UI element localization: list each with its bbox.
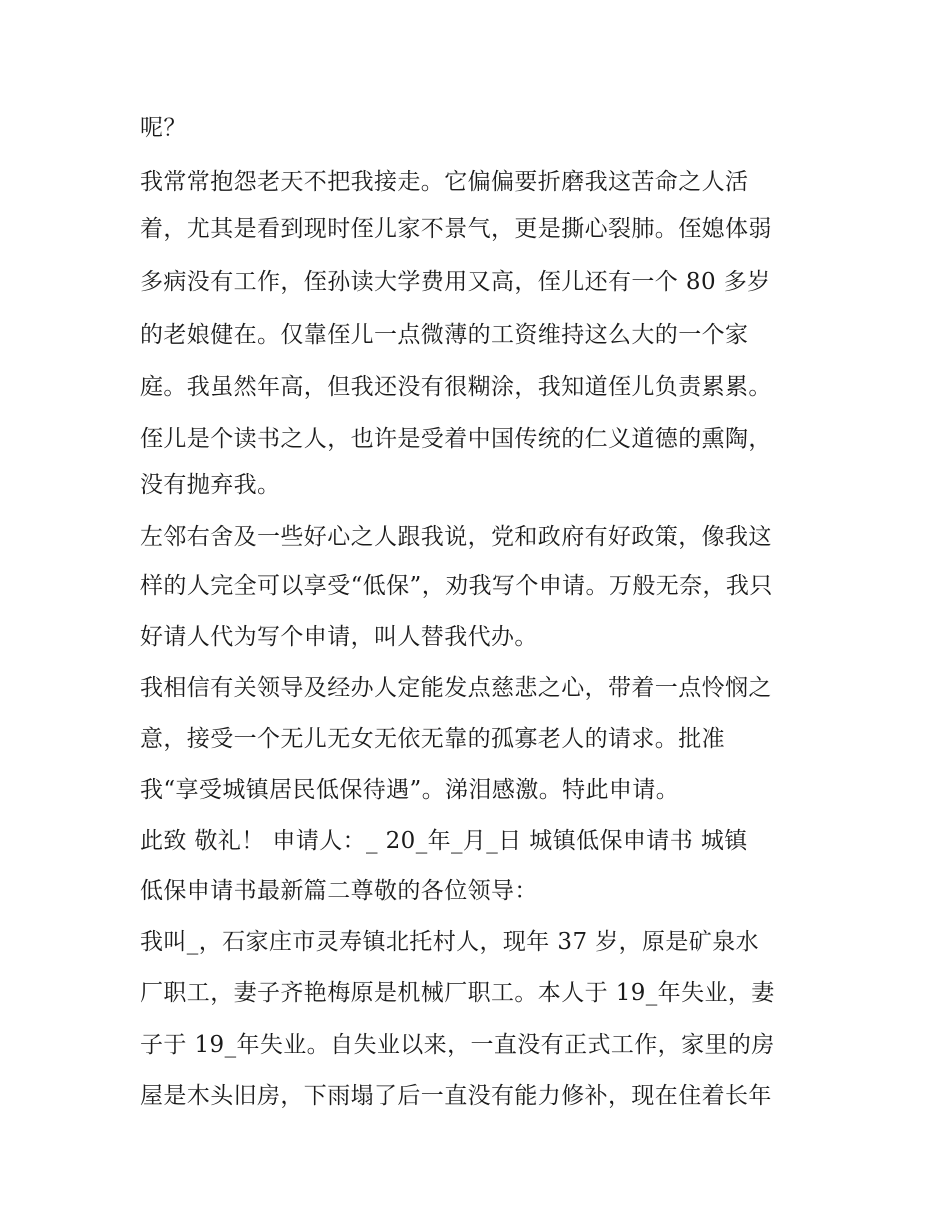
text-line: 侄儿是个读书之人，也许是受着中国传统的仁义道德的熏陶， <box>140 426 772 452</box>
text-line: 我“享受城镇居民低保待遇”。涕泪感激。特此申请。 <box>140 777 680 803</box>
text-line: 样的人完全可以享受“低保”，劝我写个申请。万般无奈，我只 <box>140 573 773 599</box>
text-line: 子于 19_年失业。自失业以来，一直没有正式工作，家里的房 <box>140 1032 775 1058</box>
text-line: 屋是木头旧房，下雨塌了后一直没有能力修补，现在住着长年 <box>140 1083 772 1109</box>
text-line: 没有抛弃我。 <box>140 472 281 498</box>
text-line: 好请人代为写个申请，叫人替我代办。 <box>140 624 538 650</box>
text-line: 我常常抱怨老天不把我接走。它偏偏要折磨我这苦命之人活 <box>140 169 749 195</box>
text-line: 厂职工，妻子齐艳梅原是机械厂职工。本人于 19_年失业，妻 <box>140 980 775 1006</box>
text-line: 我相信有关领导及经办人定能发点慈悲之心，带着一点怜悯之 <box>140 675 772 701</box>
text-line: 此致 敬礼！ 申请人：_ 20_年_月_日 城镇低保申请书 城镇 <box>140 828 748 854</box>
text-line: 呢？ <box>140 115 187 141</box>
text-line: 意，接受一个无儿无女无依无靠的孤寡老人的请求。批准 <box>140 726 725 752</box>
text-line: 低保申请书最新篇二尊敬的各位领导： <box>140 878 538 904</box>
text-line: 左邻右舍及一些好心之人跟我说，党和政府有好政策，像我这 <box>140 524 772 550</box>
text-line: 着，尤其是看到现时侄儿家不景气，更是撕心裂肺。侄媳体弱 <box>140 216 772 242</box>
text-line: 的老娘健在。仅靠侄儿一点微薄的工资维持这么大的一个家 <box>140 322 749 348</box>
text-line: 庭。我虽然年高，但我还没有很糊涂，我知道侄儿负责累累。 <box>140 374 772 400</box>
text-line: 我叫_，石家庄市灵寿镇北托村人，现年 37 岁，原是矿泉水 <box>140 929 759 955</box>
text-line: 多病没有工作，侄孙读大学费用又高，侄儿还有一个 80 多岁 <box>140 269 771 295</box>
